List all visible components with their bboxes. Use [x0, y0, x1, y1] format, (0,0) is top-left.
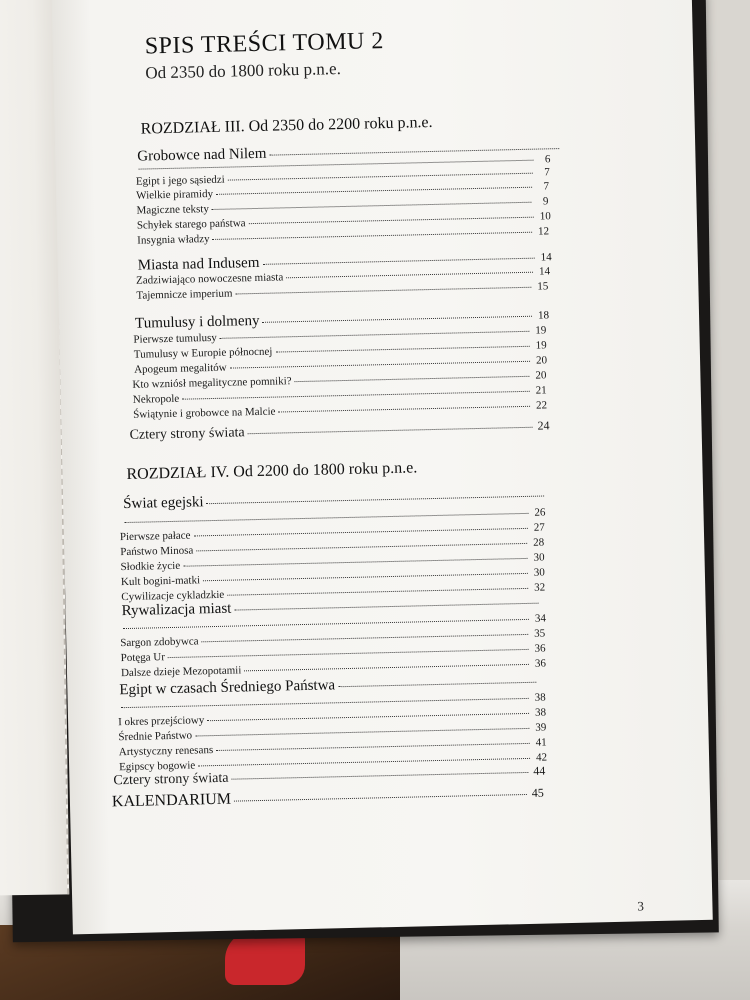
section-title: Rywalizacja miast — [121, 594, 541, 621]
leader-dots — [278, 406, 530, 413]
toc-entry: Tajemnicze imperium 15 — [136, 280, 549, 302]
leader-dots — [203, 573, 528, 581]
toc-entry: Egipscy bogowie 42 — [119, 751, 548, 774]
leader-dots — [262, 258, 534, 265]
toc-entry: Tumulusy w Europie północnej 19 — [133, 339, 547, 361]
toc-entry: Cywilizacje cykladzkie 32 — [121, 581, 546, 604]
toc-entry: Dalsze dzieje Mezopotamii 36 — [120, 657, 547, 680]
toc-entry: Cztery strony świata 24 — [129, 418, 550, 443]
toc-entry: Pierwsze tumulusy 19 — [133, 324, 547, 346]
toc-entry: Świątynie i grobowce na Malcie 22 — [133, 399, 548, 421]
toc-entry: Kult bogini-matki 30 — [120, 566, 545, 589]
book-page — [52, 0, 713, 934]
toc-entry: Sargon zdobywca 35 — [120, 627, 546, 650]
toc-entry: 26 — [121, 506, 545, 528]
toc-entry: 34 — [120, 613, 546, 635]
leader-dots — [193, 528, 527, 537]
calendar-entry: KALENDARIUM 45 — [111, 785, 544, 811]
toc-entry: Wielkie piramidy 7 — [136, 180, 550, 202]
leader-dots — [207, 713, 529, 721]
toc-entry: I okres przejściowy 38 — [117, 706, 547, 729]
toc-entry: Słodkie życie 30 — [120, 551, 545, 574]
leader-dots — [244, 664, 529, 671]
leader-dots — [207, 496, 545, 505]
toc-entry: Magiczne teksty 9 — [136, 195, 549, 217]
leader-dots — [235, 287, 531, 295]
toc-entry: Insygnia władzy 12 — [137, 225, 550, 247]
section-title: Grobowce nad Nilem — [137, 139, 562, 166]
leader-dots — [202, 634, 529, 642]
leader-dots — [234, 603, 538, 611]
toc-entry: Państwo Minosa 28 — [120, 536, 545, 559]
toc-entry: Pierwsze pałace 27 — [119, 521, 545, 544]
page-title: SPIS TREŚCI TOMU 2 — [144, 28, 385, 60]
section-title: Miasta nad Indusem 14 — [137, 251, 552, 274]
toc-entry: Kto wzniósł megalityczne pomniki? 20 — [132, 369, 547, 391]
section-title: Egipt w czasach Średniego Państwa — [119, 673, 539, 700]
toc-entry: Nekropole 21 — [132, 384, 547, 406]
toc-entry: Artystyczny renesans 41 — [118, 736, 547, 759]
leader-dots — [286, 272, 533, 279]
leader-dots — [220, 331, 530, 339]
leader-dots — [121, 698, 529, 708]
leader-dots — [212, 202, 532, 210]
chapter-heading: ROZDZIAŁ IV. Od 2200 do 1800 roku p.n.e. — [126, 459, 418, 483]
toc-entry: 38 — [118, 692, 546, 714]
leader-dots — [232, 772, 529, 780]
page-number: 3 — [637, 898, 645, 914]
leader-dots — [230, 361, 530, 369]
leader-dots — [249, 217, 534, 224]
leader-dots — [216, 743, 530, 751]
section-title: Tumulusy i dolmeny 18 — [134, 309, 550, 332]
leader-dots — [182, 391, 529, 400]
leader-dots — [196, 543, 527, 552]
leader-dots — [275, 346, 529, 353]
leader-dots — [228, 173, 533, 181]
toc-entry: Zadziwiająco nowoczesne miasta 14 — [135, 265, 551, 287]
leader-dots — [183, 558, 527, 567]
toc-entry: 6 — [135, 153, 550, 174]
leader-dots — [168, 649, 529, 658]
leader-dots — [263, 316, 532, 323]
leader-dots — [125, 513, 529, 523]
leader-dots — [195, 728, 529, 737]
toc-entry: Egipt i jego sąsiedzi 7 — [135, 166, 550, 188]
toc-entry: Schyłek starego państwa 10 — [136, 210, 551, 232]
leader-dots — [338, 682, 536, 687]
page-subtitle: Od 2350 do 1800 roku p.n.e. — [145, 59, 342, 83]
toc-entry: Cztery strony świata 44 — [113, 763, 546, 789]
leader-dots — [234, 794, 527, 802]
leader-dots — [216, 187, 532, 195]
leader-dots — [248, 427, 533, 434]
leader-dots — [213, 232, 533, 240]
toc-entry: Średnie Państwo 39 — [118, 721, 547, 744]
chapter-heading: ROZDZIAŁ III. Od 2350 do 2200 roku p.n.e. — [140, 113, 433, 138]
toc-entry: Apogeum megalitów 20 — [134, 354, 548, 376]
leader-dots — [123, 619, 529, 629]
leader-dots — [295, 376, 530, 382]
toc-entry: Potęga Ur 36 — [120, 642, 546, 665]
section-title: Świat egejski — [123, 486, 547, 513]
table-of-contents — [52, 0, 713, 934]
